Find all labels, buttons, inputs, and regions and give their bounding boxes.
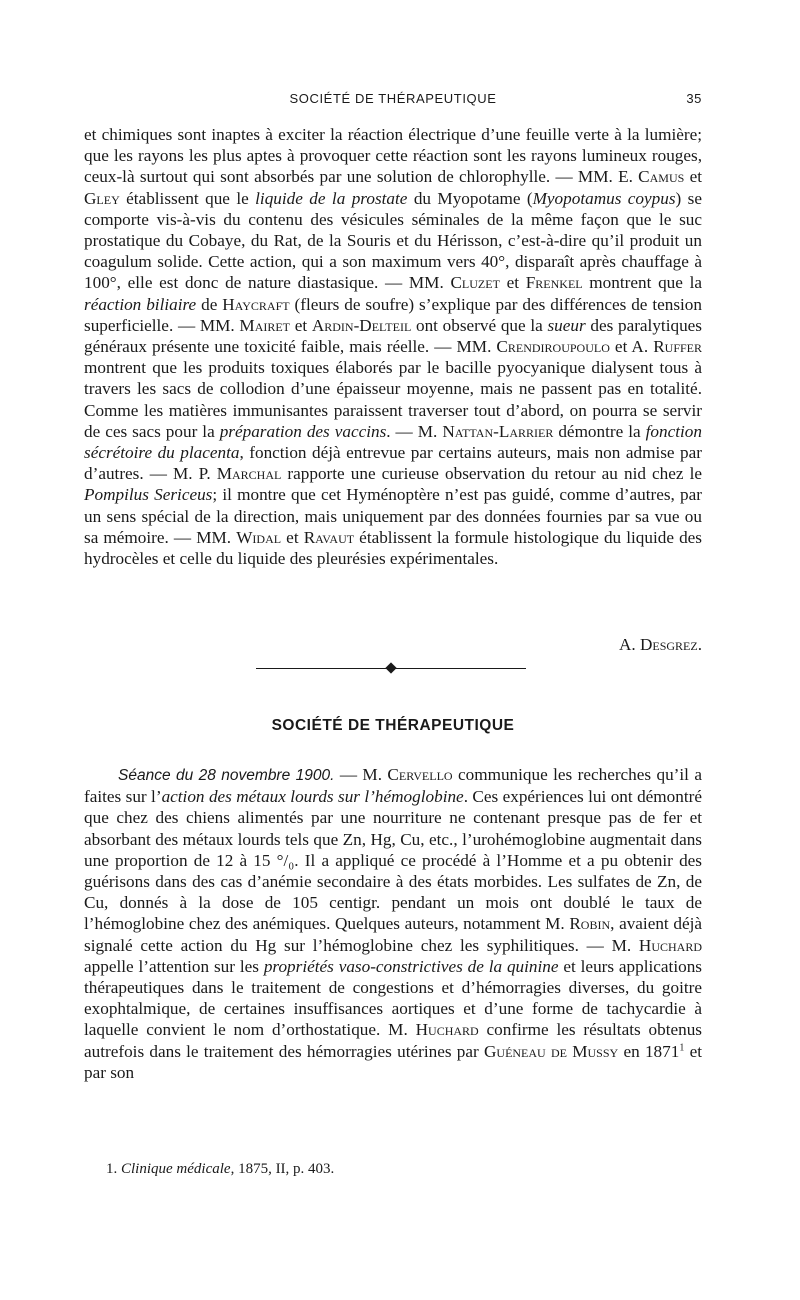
running-title: SOCIÉTÉ DE THÉRAPEUTIQUE <box>289 91 497 106</box>
diamond-ornament-icon <box>385 662 396 673</box>
author-name: Marchal <box>216 464 282 484</box>
italic-term: action des métaux lourds sur l’hémoglobine <box>161 787 464 807</box>
paragraph-societe-biologie-continued: et chimiques sont inaptes à exciter la réaction électrique d’une feuille verte à la lumière; que les rayons les plus aptes à provoquer cette réaction sont les rayons lumineux rouges, ceux-là surtout qui sont absorbés par une solution de chlorophylle. — MM. E. Camus et Gley établissent que le liquide de la prostate du Myopotame (Myopotamus coypus) se comporte vis-à-vis du contenu des vésicules séminales de la même façon que le suc prostatique du Cobaye, du Rat, de la Souris et du Hérisson, c’est-à-dire qu’il produit un coagulum solide. Cette action, qui a son maximum vers 40°, disparaît après chauffage à 100°, elle est donc de nature diastasique. — MM. Cluzet et Frenkel montrent que la réaction biliaire de Haycraft (fleurs de soufre) s’explique par des différences de tension superficielle. — MM. Mairet et Ardin-Delteil ont observé que la sueur des paralytiques généraux présente une toxicité faible, mais réelle. — MM. Crendiroupoulo et A. Ruffer montrent que les produits toxiques élaborés par le bacille pyocyanique dialysent tous à travers les sacs de collodion d’une épaisseur moyenne, mais ne passent pas en totalité. Comme les matières immunisantes paraissent traverser tout d’abord, on pourra se servir de ces sacs pour la préparation des vaccins. — M. Nattan-Larrier démontre la fonction sécrétoire du placenta, fonction déjà entrevue par certains auteurs, mais non admise par d’autres. — M. P. Marchal rapporte une curieuse observation du retour au nid chez le Pompilus Sericeus; il montre que cet Hyménoptère n’est pas guidé, comme d’autres, par un sens spécial de la direction, mais uniquement par des données fournies par sa vue ou sa mémoire. — MM. Widal et Ravaut établissent la formule histologique du liquide des hydrocèles et celle du liquide des pleurésies expérimentales. <box>84 125 703 569</box>
running-header <box>84 91 702 111</box>
author-name: Gley <box>84 188 120 208</box>
author-name: Mairet <box>239 315 291 335</box>
author-name: Cervello <box>387 765 453 784</box>
document-page <box>84 0 702 1300</box>
author-name: Guéneau de Mussy <box>483 1041 619 1061</box>
author-name: Crendiroupoulo <box>496 337 610 357</box>
footnote-marker: 1 <box>679 1041 685 1053</box>
author-name: Nattan-Larrier <box>442 421 554 441</box>
signature: A. Desgrez. <box>618 635 702 654</box>
italic-term: liquide de la prostate <box>255 188 408 208</box>
section-title: SOCIÉTÉ DE THÉRAPEUTIQUE <box>271 717 515 734</box>
author-name: Huchard <box>638 935 702 955</box>
italic-term: sueur <box>547 315 586 335</box>
paragraph-seance: Séance du 28 novembre 1900. — M. Cervello communique les recherches qu’il a faites sur l’action des métaux lourds sur l’hémoglobine. Ces expériences lui ont démontré que chez des chiens alimentés par une nourriture ne contenant presque pas de fer et absorbant des métaux lourds tels que Zn, Hg, Cu, etc., l’urohémoglobine augmentait dans une proportion de 12 à 15 °/₀. Il a appliqué ce procédé à l’Homme et a pu obtenir des guérisons dans des cas d’anémie secondaire à des états morbides. Les sulfates de Zn, de Cu, donnés à la dose de 105 centigr. pendant un mois ont doublé le taux de l’hémoglobine chez des anémiques. Quelques auteurs, notamment M. Robin, avaient déjà signalé cette action du Hg sur l’hémoglobine chez les syphilitiques. — M. Huchard appelle l’attention sur les propriétés vaso-constrictives de la quinine et leurs applications thérapeutiques dans le traitement de congestions et d’hémorragies diverses, du goitre exophtalmique, de certaines insuffisances aortiques et d’une forme de tachycardie à laquelle convient le nom d’orthostatique. M. Huchard confirme les résultats obtenus autrefois dans le traitement des hémorragies utérines par Guéneau de Mussy en 1871$^1$ et par son <box>84 765 702 1082</box>
footnote-source: Clinique médicale <box>121 1161 231 1177</box>
italic-term: préparation des vaccins <box>219 421 387 441</box>
author-name: Ardin-Delteil <box>311 315 412 335</box>
author-name: Frenkel <box>525 273 583 293</box>
author-name: Ruffer <box>653 337 703 357</box>
italic-term: Pompilus Sericeus <box>84 485 213 505</box>
author-name: Ravaut <box>303 527 355 547</box>
italic-term: propriétés vaso-constrictives de la quinine <box>263 956 559 976</box>
section-divider <box>256 664 526 673</box>
author-name: Camus <box>638 167 685 187</box>
author-name: Cluzet <box>450 273 500 293</box>
footnote: 1. Clinique médicale, 1875, II, p. 403. <box>106 1161 335 1177</box>
page-number: 35 <box>686 91 702 106</box>
author-name: Widal <box>236 527 282 547</box>
italic-term: fonction sécrétoire du placenta <box>84 421 702 463</box>
author-name: Huchard <box>415 1020 479 1040</box>
italic-term: Myopotamus coypus <box>532 188 676 208</box>
author-name: Robin <box>569 914 611 934</box>
italic-term: réaction biliaire <box>84 294 197 314</box>
author-name: Haycraft <box>222 294 290 314</box>
seance-date: Séance du 28 novembre 1900. <box>118 767 335 784</box>
